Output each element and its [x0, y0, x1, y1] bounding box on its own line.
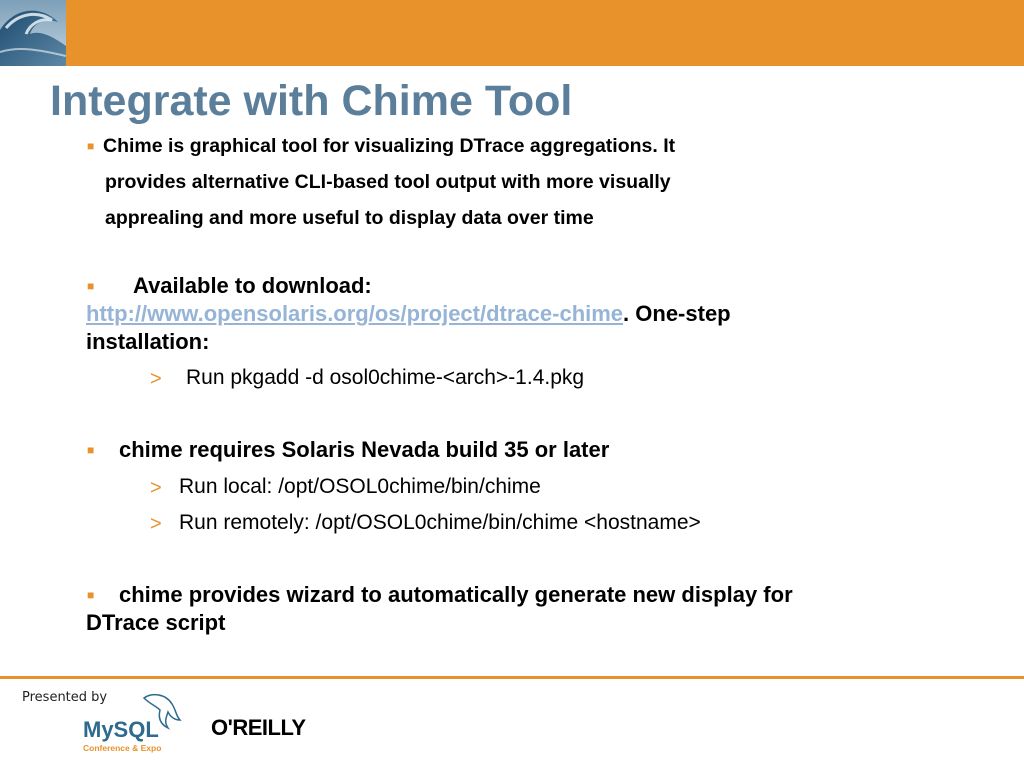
bullet2-link-line	[86, 301, 731, 327]
bullet2-sub1: Run pkgadd -d osol0chime-<arch>-1.4.pkg	[186, 366, 585, 389]
bullet2-heading: Available to download:	[133, 273, 372, 298]
bullet4-line1: chime provides wizard to automatically generate new display for	[119, 582, 793, 607]
bullet-square-icon: ■	[87, 139, 95, 153]
sub-bullet-arrow-icon: >	[150, 368, 162, 390]
bullet-square-icon: ■	[87, 443, 95, 457]
bullet-square-icon: ■	[87, 588, 95, 602]
sub-bullet-arrow-icon: >	[150, 513, 162, 535]
bullet2-line3: installation:	[86, 329, 210, 354]
mysql-logo-text: MySQL	[83, 717, 159, 742]
presented-by-label: Presented by	[22, 690, 108, 705]
bullet3-sub2: Run remotely: /opt/OSOL0chime/bin/chime <hostname>	[179, 511, 701, 534]
mysql-logo-subtext: Conference & Expo	[83, 743, 162, 753]
footer-divider	[0, 676, 1024, 679]
header-bar	[0, 0, 1024, 66]
bullet4-line2: DTrace script	[86, 610, 226, 635]
wave-image	[0, 0, 66, 66]
slide-title: Integrate with Chime Tool	[50, 77, 573, 125]
bullet-square-icon: ■	[87, 279, 95, 293]
sub-bullet-arrow-icon: >	[150, 477, 162, 499]
download-link[interactable]: http://www.opensolaris.org/os/project/dtrace-chime	[86, 301, 624, 326]
mysql-conference-logo	[80, 690, 190, 756]
bullet3-heading: chime requires Solaris Nevada build 35 or later	[119, 437, 610, 462]
bullet3-sub1: Run local: /opt/OSOL0chime/bin/chime	[179, 475, 541, 498]
bullet1-line2: provides alternative CLI-based tool output with more visually	[105, 171, 671, 193]
bullet1-line1: Chime is graphical tool for visualizing DTrace aggregations. It	[103, 135, 676, 157]
oreilly-logo: O'REILLY	[211, 715, 306, 740]
bullet1-line3: apprealing and more useful to display data over time	[105, 207, 594, 229]
bullet2-after-link: . One-step	[623, 301, 731, 326]
